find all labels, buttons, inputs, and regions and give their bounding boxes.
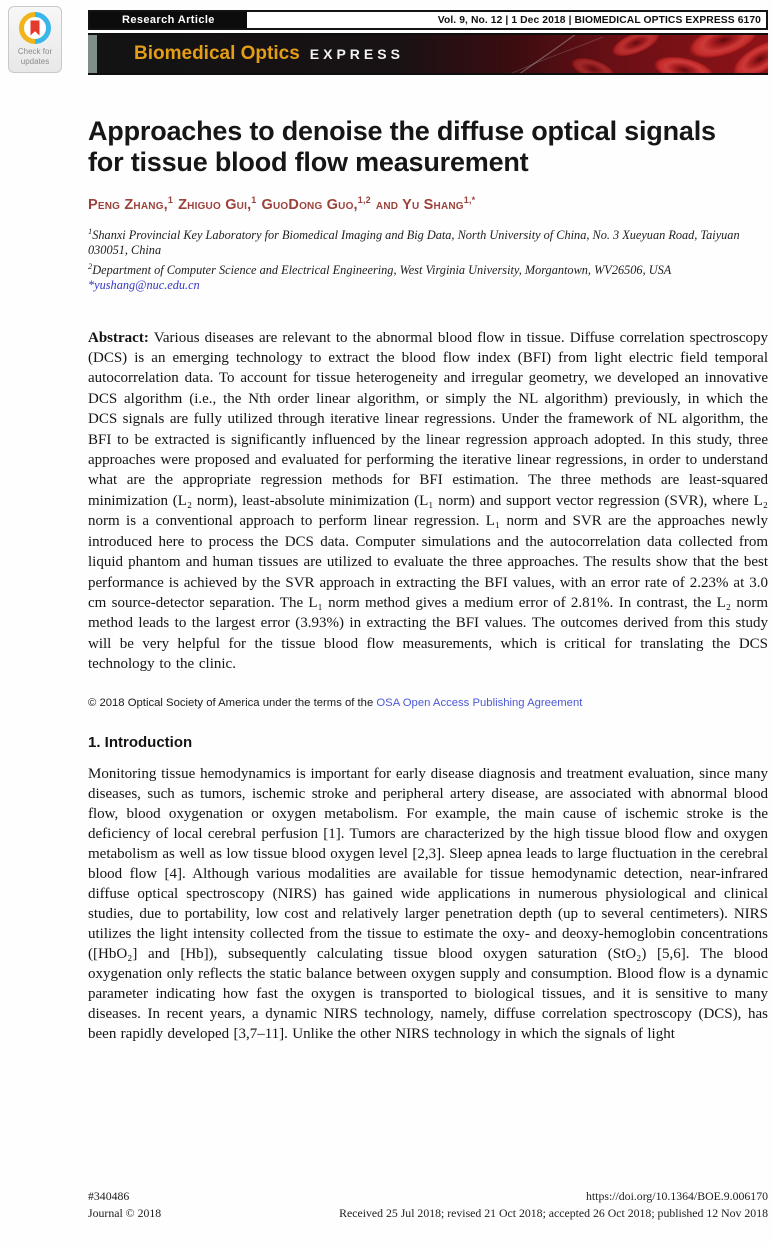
author-affil-marker: 1 (251, 195, 257, 205)
doi-link[interactable]: https://doi.org/10.1364/BOE.9.006170 (586, 1189, 768, 1203)
affiliation-2 (88, 259, 768, 279)
author-name: Zhiguo Gui, (178, 196, 252, 213)
author-affil-marker: 1,* (463, 195, 476, 205)
page-header (88, 10, 768, 75)
affiliation-1 (88, 224, 768, 259)
introduction-paragraph: Monitoring tissue hemodynamics is important for early disease diagnosis and treatment evaluation, since many diseases, such as tumors, ischemic stroke and peripheral artery disease, are associated with abnormal blood flow, blood oxygenation or oxygen metabolism. For example, the main cause of ischemic stroke is the deficiency of local cerebral perfusion [1]. Tumors are characterized by the high tissue blood flow and oxygen metabolism as well as low tissue blood oxygen level [2,3]. Sleep apnea leads to large fluctuation in the cerebral blood flow [4]. Although various modalities are available for tissue hemodynamic detection, near-infrared diffuse optical spectroscopy (NIRS) has gained wide applications in numerous physiological and clinical studies, due to portability, low cost and relatively larger penetration depth (up to several centimeters). NIRS utilizes the light intensity collected from the tissue to estimate the oxy- and deoxy-hemoglobin concentrations ([HbO₂] and [Hb]), subsequently calculating tissue blood oxygen saturation (StO₂) [5,6]. The blood oxygenation only reflects the static balance between oxygen supply and consumption. Blood flow is a dynamic parameter indicating how fast the oxygen is transported to biological tissues, and it is sensitive to many diseases. In recent years, a dynamic NIRS technology, namely, diffuse correlation spectroscopy (DCS), has been rapidly developed [3,7–11]. Unlike the other NIRS technology in which the signals of light (88, 765, 768, 1042)
affiliation-text: Department of Computer Science and Electrical Engineering, West Virginia University, Morgantown, WV26506, USA (92, 262, 672, 277)
email-link[interactable]: *yushang@nuc.edu.cn (88, 278, 200, 293)
journal-banner (88, 33, 768, 75)
corresponding-email-line (88, 278, 768, 293)
section-heading-introduction: 1. Introduction (88, 733, 193, 751)
check-for-updates-label (18, 47, 52, 66)
journal-name: Biomedical Optics (134, 43, 300, 64)
author-name: GuoDong Guo, (261, 196, 358, 213)
article-title: Approaches to denoise the diffuse optical signals for tissue blood flow measurement (88, 116, 716, 177)
crossmark-logo-icon (17, 10, 53, 46)
author-list (88, 195, 768, 213)
badge-text-line2: updates (20, 56, 50, 66)
author-affil-marker: 1 (167, 195, 174, 205)
author-name: Peng Zhang, (88, 196, 168, 213)
abstract-label: Abstract: (88, 329, 149, 346)
open-access-agreement-link[interactable]: OSA Open Access Publishing Agreement (376, 696, 583, 709)
article-content (88, 70, 768, 1044)
badge-text-line1: Check for (17, 47, 53, 56)
abstract-paragraph (88, 328, 768, 675)
journal-copyright: Journal © 2018 (88, 1205, 162, 1220)
check-for-updates-badge[interactable] (8, 6, 62, 73)
author-affil-marker: 1,2 (357, 195, 371, 205)
author-name: and Yu Shang (375, 196, 464, 213)
affiliation-text: Shanxi Provincial Key Laboratory for Biomedical Imaging and Big Data, North University of China, No. 3 Xueyuan Road, Taiyuan 030051, China (88, 227, 740, 258)
journal-name-suffix: EXPRESS (309, 46, 404, 62)
journal-info-bar (88, 10, 768, 30)
abstract-text: Various diseases are relevant to the abnormal blood flow in tissue. Diffuse correlation spectroscopy (DCS) is an emerging technology to extract the blood flow index (BFI) from light electric field temporal autocorrelation data. To account for tissue heterogeneity and irregular geometry, we developed an innovative DCS algorithm (i.e., the Nth order linear algorithm, or simply the NL algorithm) previously, in which the DCS signals are fully utilized through iterative linear regressions. Under the framework of NL algorithm, the BFI to be extracted is significantly influenced by the linear regression approach adopted. In this study, three approaches were proposed and evaluated for performing the iterative linear regressions, in order to understand what are the appropriate regression methods for BFI estimation. The three methods are least-squared minimization (L₂ norm), least-absolute minimization (L₁ norm) and support vector regression (SVR), where L₂ norm is a conventional approach to perform linear regression. L₁ norm and SVR are the approaches newly introduced here to process the DCS data. Computer simulations and the autocorrelation data collected from liquid phantom and human tissues are utilized to evaluate the three approaches. The results show that the best performance is achieved by the SVR approach in extracting the BFI values, with an error rate of 2.23% at 3.0 cm source-detector separation. The L₁ norm method gives a medium error of 2.81%. In contrast, the L₂ norm method leads to the largest error (3.93%) in extracting the BFI values. The outcomes derived from this study will be very helpful for the tissue blood flow measurements, which is critical for translating the DCS technology to the clinic. (88, 329, 768, 673)
footer-row-1 (88, 1188, 768, 1205)
copyright-line (88, 697, 768, 709)
affiliation-marker: 2 (88, 260, 93, 271)
page-footer (88, 1188, 768, 1221)
dates-line: Received 25 Jul 2018; revised 21 Oct 2018; accepted 26 Oct 2018; published 12 Nov 2018 (339, 1205, 768, 1220)
article-type-label: Research Article (90, 12, 247, 28)
footer-row-2 (88, 1205, 768, 1222)
manuscript-number: #340486 (88, 1189, 130, 1203)
affiliations-block (88, 224, 768, 294)
affiliation-marker: 1 (88, 225, 93, 236)
issue-info-text: Vol. 9, No. 12 | 1 Dec 2018 | BIOMEDICAL OPTICS EXPRESS 6170 (437, 14, 761, 26)
copyright-text: © 2018 Optical Society of America under the terms of the (88, 696, 377, 709)
journal-title-group (134, 35, 404, 73)
